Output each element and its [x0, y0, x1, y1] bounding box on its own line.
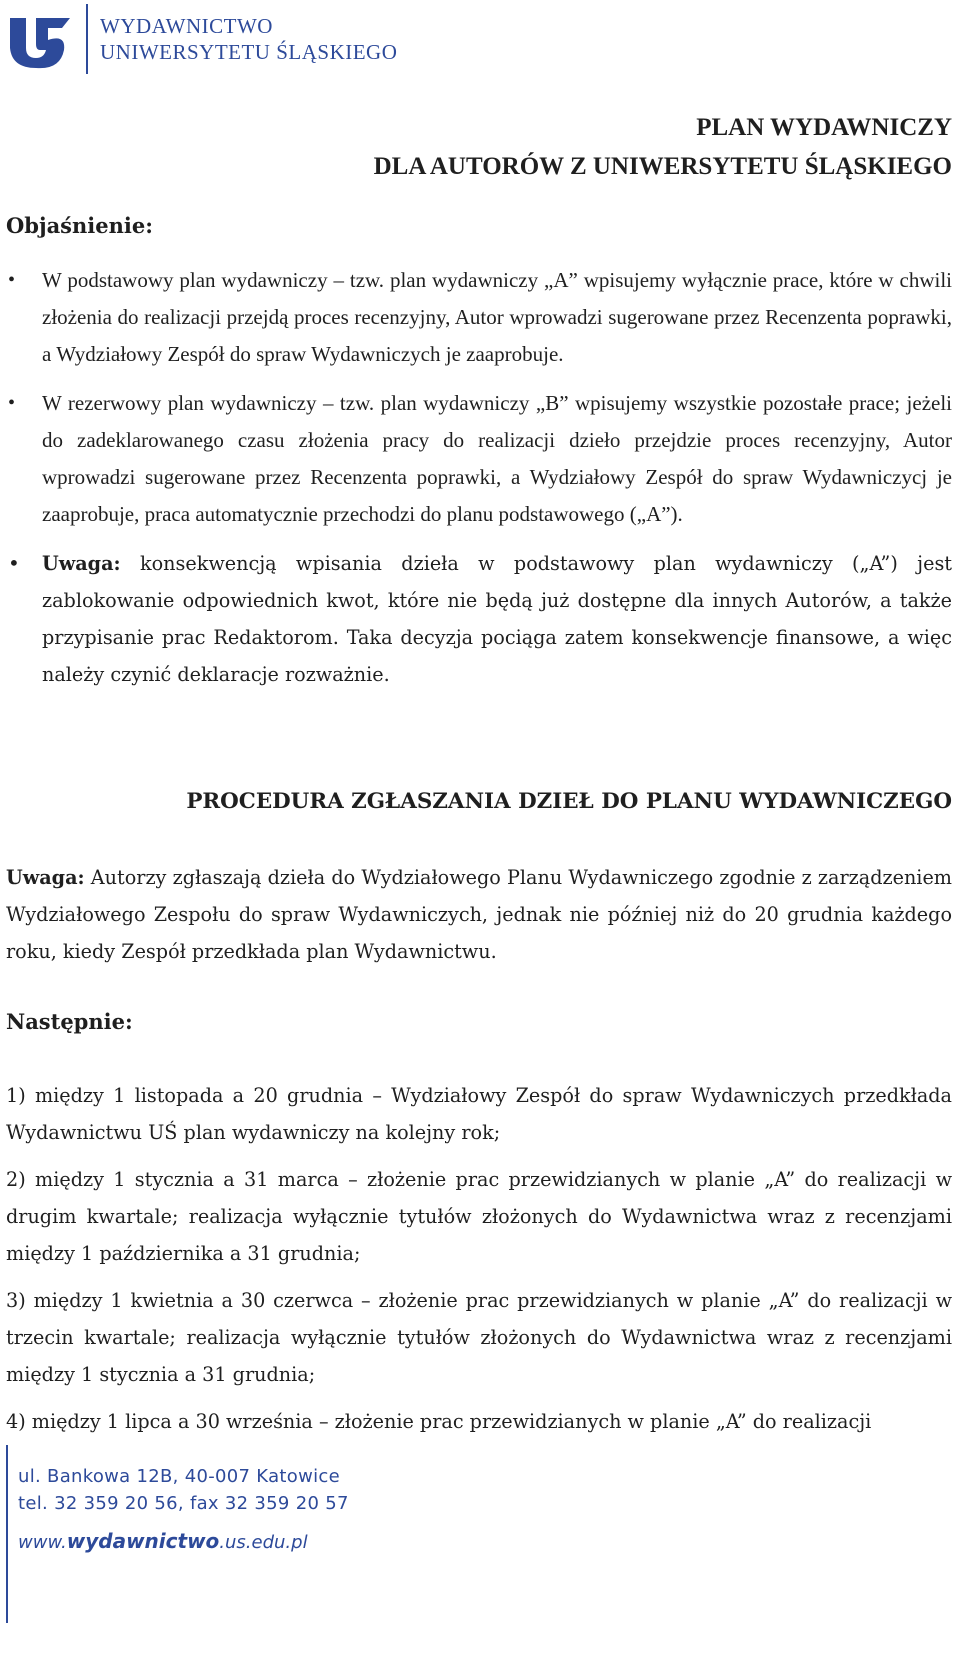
explanation-list — [6, 262, 952, 705]
explanation-bullet-2: • W rezerwowy plan wydawniczy – tzw. plan wydawniczy „B” wpisujemy wszystkie pozostałe prace; jeżeli do zadeklarowanego czasu złożenia pracy do realizacji dzieło przejdzie proces recenzyjny, Autor wprowadzi sugerowane przez Recenzenta poprawki, a Wydziałowy Zespół do spraw Wydawniczycj je zaaprobuje, praca automatycznie przechodzi do planu podstawowego („A”). — [6, 385, 952, 533]
header-divider — [86, 4, 88, 74]
footer-contact — [18, 1463, 349, 1553]
step-item: 4) między 1 lipca a 30 września – złożenie prac przewidzianych w planie „A” do realizacji — [6, 1410, 872, 1433]
step-item: 3) między 1 kwietnia a 30 czerwca – złożenie prac przewidzianych w planie „A” do realizacji w trzecin kwartale; realizacja wyłącznie tytułów złożonych do Wydawnictwa wraz z recenzjami między 1 stycznia a 31 grudnia; — [6, 1289, 952, 1386]
bullet3-text: konsekwencją wpisania dzieła w podstawowy plan wydawniczy („A”) jest zablokowanie odpowiednich kwot, które nie będą już dostępne dla innych Autorów, a także przypisanie prac Redaktorom. Taka decyzja pociąga zatem konsekwencje finansowe, a więc należy czynić deklaracje rozważnie. — [42, 552, 952, 686]
document-title — [374, 108, 952, 186]
publisher-name-line2: UNIWERSYTETU ŚLĄSKIEGO — [100, 40, 398, 64]
next-heading: Następnie: — [6, 1009, 133, 1034]
footer-phone: tel. 32 359 20 56, fax 32 359 20 57 — [18, 1493, 349, 1514]
title-line1: PLAN WYDAWNICZY — [696, 114, 952, 141]
step-item: 2) między 1 stycznia a 31 marca – złożenie prac przewidzianych w planie „A” do realizacji w drugim kwartale; realizacja wyłącznie tytułów złożonych do Wydawnictwa wraz z recenzjami między 1 października a 31 grudnia; — [6, 1168, 952, 1265]
procedure-steps — [6, 1077, 952, 1450]
step-item: 1) między 1 listopada a 20 grudnia – Wydziałowy Zespół do spraw Wydawniczych przedkłada Wydawnictwu UŚ plan wydawniczy na kolejny rok; — [6, 1084, 952, 1144]
explanation-heading: Objaśnienie: — [6, 213, 153, 238]
explanation-bullet-1: • W podstawowy plan wydawniczy – tzw. plan wydawniczy „A” wpisujemy wyłącznie prace, które w chwili złożenia do realizacji przejdą proces recenzyjny, Autor wprowadzi sugerowane przez Recenzenta poprawki, a Wydziałowy Zespół do spraw Wydawniczych je zaaprobuje. — [6, 262, 952, 373]
title-line2: DLA AUTORÓW Z UNIWERSYTETU ŚLĄSKIEGO — [373, 153, 952, 180]
procedure-title: PROCEDURA ZGŁASZANIA DZIEŁ DO PLANU WYDAWNICZEGO — [186, 789, 952, 814]
procedure-note-label: Uwaga: — [6, 866, 85, 889]
publisher-name — [100, 13, 397, 65]
web-main: wydawnictwo — [66, 1529, 220, 1553]
procedure-note-text: Autorzy zgłaszają dzieła do Wydziałowego Planu Wydawniczego zgodnie z zarządzeniem Wydziałowego Zespołu do spraw Wydawniczych, jednak nie później niż do 20 grudnia każdego roku, kiedy Zespół przedkłada plan Wydawnictwu. — [6, 866, 952, 963]
footer-divider — [6, 1445, 8, 1623]
us-logo-icon — [6, 4, 76, 74]
web-prefix: www. — [18, 1532, 67, 1553]
publisher-name-line1: WYDAWNICTWO — [100, 14, 273, 38]
footer-website-link[interactable] — [18, 1529, 349, 1553]
explanation-bullet-3 — [6, 545, 952, 693]
web-suffix: .us.edu.pl — [219, 1532, 308, 1553]
bullet3-label: Uwaga: — [42, 552, 121, 575]
publisher-header — [6, 4, 397, 74]
footer-address: ul. Bankowa 12B, 40-007 Katowice — [18, 1466, 340, 1487]
procedure-note — [6, 859, 952, 970]
